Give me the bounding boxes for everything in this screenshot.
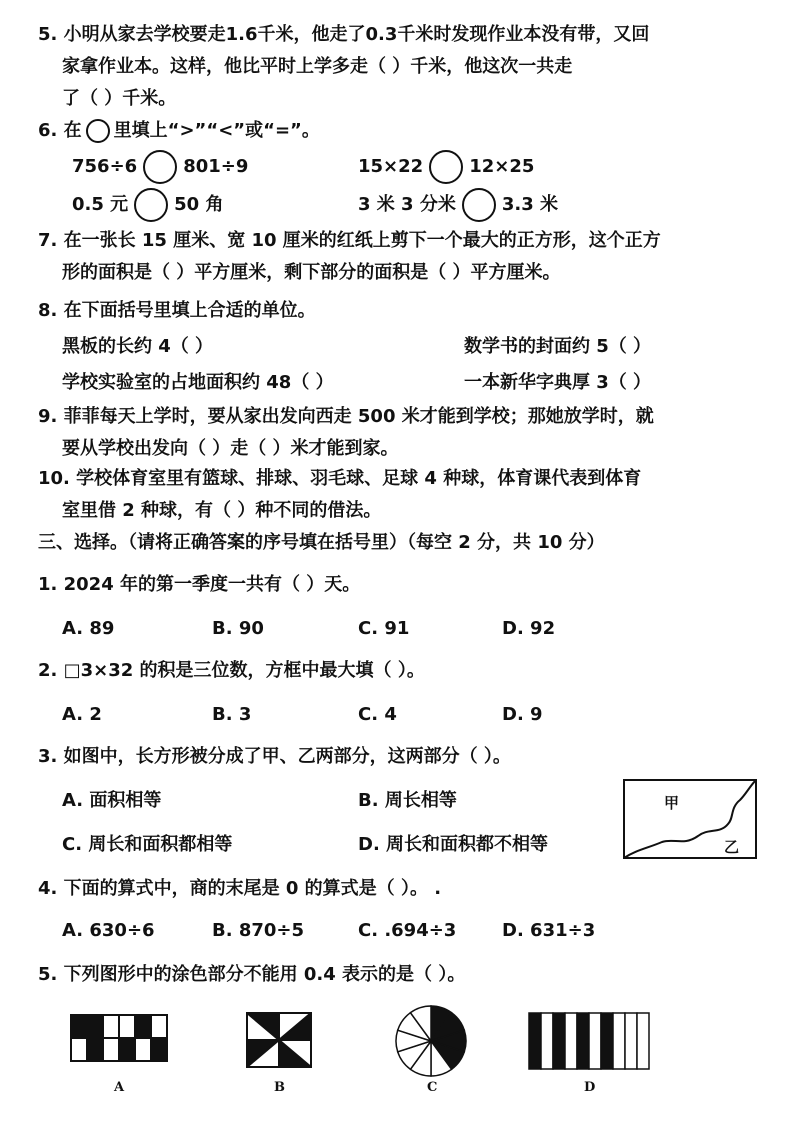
q8-item-c: 学校实验室的占地面积约 48（ ）: [62, 372, 334, 393]
stripe-cell: [601, 1013, 613, 1069]
stripe-cell: [541, 1013, 553, 1069]
q7-line2: 形的面积是（ ）平方厘米，剩下部分的面积是（ ）平方厘米。: [62, 262, 561, 283]
figure-c-circle[interactable]: [388, 1004, 474, 1078]
q5-line3: 了（ ）千米。: [62, 88, 177, 109]
stripe-cell: [613, 1013, 625, 1069]
stripe-cell: [565, 1013, 577, 1069]
choice-q2-stem: 2. □3×32 的积是三位数，方框中最大填（ ）。: [38, 660, 425, 681]
choice-q4-option-a[interactable]: A. 630÷6: [62, 920, 155, 941]
q6-b-left: 15×22: [358, 156, 424, 177]
answer-circle-a[interactable]: [143, 150, 177, 184]
figure-a-grid[interactable]: [70, 1014, 168, 1062]
figure-label-yi: 乙: [724, 838, 740, 856]
stripe-cell: [529, 1013, 541, 1069]
answer-circle-d[interactable]: [462, 188, 496, 222]
q6-c-right: 50 角: [174, 194, 224, 215]
choice-q5-stem: 5. 下列图形中的涂色部分不能用 0.4 表示的是（ ）。: [38, 964, 466, 985]
q6-d-left: 3 米 3 分米: [358, 194, 456, 215]
choice-q2-option-d[interactable]: D. 9: [502, 704, 543, 725]
choice-q1-stem: 1. 2024 年的第一季度一共有（ ）天。: [38, 574, 361, 595]
choice-q1-option-a[interactable]: A. 89: [62, 618, 115, 639]
figure-d-label: D: [584, 1080, 596, 1095]
choice-q4-option-b[interactable]: B. 870÷5: [212, 920, 305, 941]
q6-stem: [38, 118, 320, 144]
q6-pre: 6. 在: [38, 120, 82, 141]
figure-a-label: A: [114, 1080, 125, 1095]
q6-c-left: 0.5 元: [72, 194, 129, 215]
stripe-cell: [589, 1013, 601, 1069]
stripe-cell: [577, 1013, 589, 1069]
choice-q1-option-d[interactable]: D. 92: [502, 618, 556, 639]
q10-line1: 10. 学校体育室里有篮球、排球、羽毛球、足球 4 种球，体育课代表到体育: [38, 468, 642, 489]
choice-q2-option-b[interactable]: B. 3: [212, 704, 252, 725]
answer-circle-b[interactable]: [429, 150, 463, 184]
figure-label-jia: 甲: [664, 794, 680, 812]
q7-line1: 7. 在一张长 15 厘米、宽 10 厘米的红纸上剪下一个最大的正方形，这个正方: [38, 230, 661, 251]
q6-a-right: 801÷9: [183, 156, 249, 177]
choice-q3-option-a[interactable]: A. 面积相等: [62, 790, 162, 811]
choice-q4-option-d[interactable]: D. 631÷3: [502, 920, 596, 941]
q9-line2: 要从学校出发向（ ）走（ ）米才能到家。: [62, 438, 399, 459]
stripe-cell: [553, 1013, 565, 1069]
stripe-cell: [637, 1013, 649, 1069]
compare-circle-icon: [86, 119, 110, 143]
choice-q2-option-c[interactable]: C. 4: [358, 704, 397, 725]
q6-d-right: 3.3 米: [501, 194, 559, 215]
q8-item-d: 一本新华字典厚 3（ ）: [464, 372, 652, 393]
q6-item-d: [358, 188, 558, 222]
choice-q3-option-d[interactable]: D. 周长和面积都不相等: [358, 834, 549, 855]
q10-line2: 室里借 2 种球，有（ ）种不同的借法。: [62, 500, 382, 521]
q6-item-a: [72, 150, 248, 184]
figure-d-stripes[interactable]: [528, 1012, 650, 1070]
answer-circle-c[interactable]: [134, 188, 168, 222]
q5-line2: 家拿作业本。这样，他比平时上学多走（ ）千米，他这次一共走: [62, 56, 573, 77]
q9-line1: 9. 菲菲每天上学时，要从家出发向西走 500 米才能到学校；那她放学时，就: [38, 406, 654, 427]
q6-post: 里填上“>”“<”或“=”。: [113, 120, 320, 141]
q8-stem: 8. 在下面括号里填上合适的单位。: [38, 300, 316, 321]
q6-b-right: 12×25: [469, 156, 535, 177]
choice-q1-option-b[interactable]: B. 90: [212, 618, 264, 639]
q6-item-b: [358, 150, 534, 184]
q8-item-a: 黑板的长约 4（ ）: [62, 336, 214, 357]
stripe-cell: [625, 1013, 637, 1069]
q8-item-b: 数学书的封面约 5（ ）: [464, 336, 652, 357]
choice-q1-option-c[interactable]: C. 91: [358, 618, 410, 639]
choice-q3-option-c[interactable]: C. 周长和面积都相等: [62, 834, 233, 855]
choice-q4-stem: 4. 下面的算式中，商的末尾是 0 的算式是（ ）。 .: [38, 878, 442, 899]
q6-item-c: [72, 188, 223, 222]
choice-q2-option-a[interactable]: A. 2: [62, 704, 102, 725]
choice-q3-option-b[interactable]: B. 周长相等: [358, 790, 457, 811]
figure-c-label: C: [427, 1080, 438, 1095]
choice-q4-option-c[interactable]: C. .694÷3: [358, 920, 457, 941]
section-title: 三、选择。（请将正确答案的序号填在括号里）（每空 2 分，共 10 分）: [38, 532, 605, 553]
q5-line1: 5. 小明从家去学校要走1.6千米，他走了0.3千米时发现作业本没有带，又回: [38, 24, 650, 45]
figure-b-square[interactable]: [246, 1012, 312, 1068]
q6-a-left: 756÷6: [72, 156, 138, 177]
choice-q3-stem: 3. 如图中，长方形被分成了甲、乙两部分，这两部分（ ）。: [38, 746, 511, 767]
figure-b-label: B: [274, 1080, 285, 1095]
